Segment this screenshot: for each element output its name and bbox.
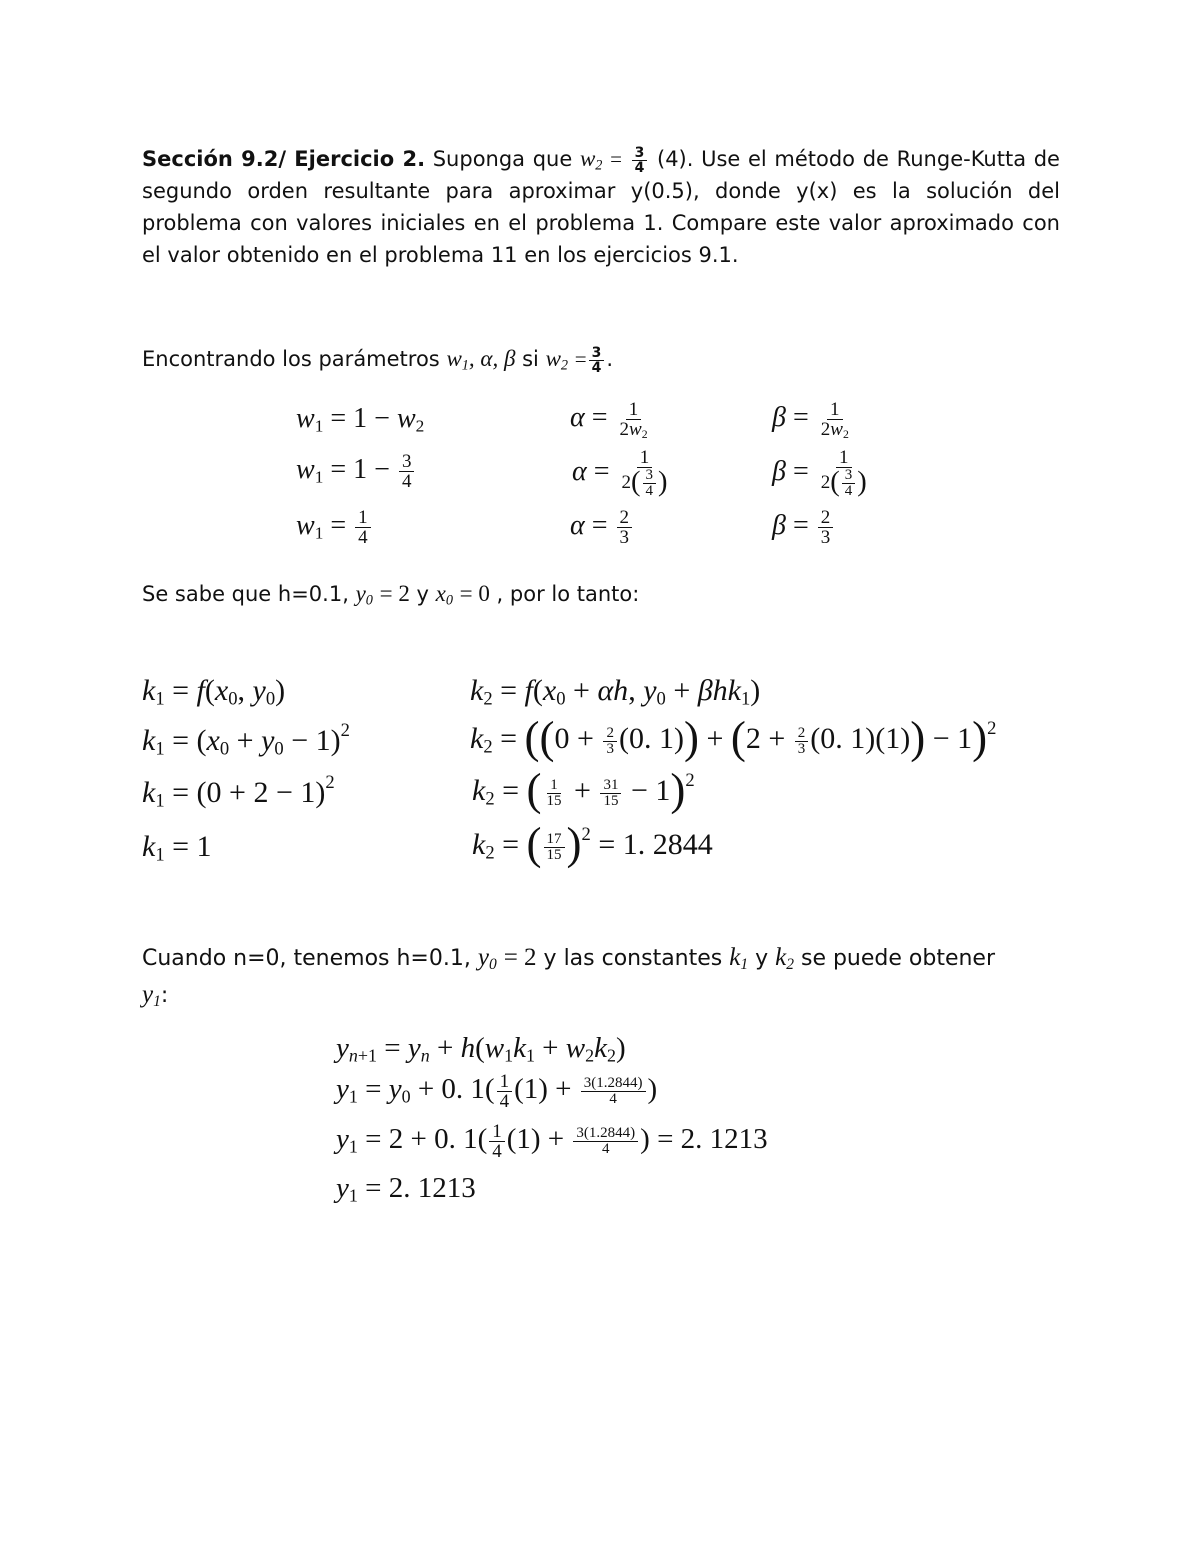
beta-eq-1: β = $\frac{1}{2w_2}$	[772, 399, 849, 441]
y1-result: 2. 1213	[388, 1172, 476, 1204]
w1-eq-2: $w_1 = 1$ − $\frac{3}{4}$	[296, 452, 416, 491]
cuando-paragraph: Cuando n=0, tenemos h=0.1, $y_0 = 2$ y las constantes $k_1$ y $k_2$ se puede obtener $y_1$:	[142, 944, 996, 1010]
y-eq-4: $y_1 = 2$. 1213	[336, 1172, 476, 1206]
alpha-eq-1: α = $\frac{1}{2w_2}$	[570, 399, 648, 441]
k2-result: 1. 2844	[622, 828, 713, 861]
alpha-eq-3: α = $\frac{2}{3}$	[570, 508, 634, 547]
k1-eq-3: $k_1 = (0 + 2 - 1)^2$	[142, 772, 335, 812]
alpha-eq-2: α = 1 2( $\frac{3}{4}$ )	[572, 447, 668, 499]
w1-eq-3: $w_1$ = $\frac{1}{4}$	[296, 508, 373, 547]
k1-eq-2: $k_1 = (x_0 + y_0 - 1)^2$	[142, 720, 350, 760]
exercise-title: Sección 9.2/ Ejercicio 2.	[142, 147, 426, 171]
w2-symbol: $w_2$	[579, 146, 603, 174]
y-eq-3: $y_1 = 2 + 0$. 1( $\frac{1}{4}$ (1) + $\frac{3(1.2844)}{4}$ ) = 2. 1213	[336, 1121, 768, 1162]
k1-eq-1: $k_1 = f(x_0$, $y_0$)	[142, 674, 286, 710]
y-eq-1: $y_{n+1} = y_n + h(w_1k_1 + w_2k_2)$	[336, 1032, 626, 1066]
beta-eq-2: β = 1 2( $\frac{3}{4}$ )	[772, 447, 867, 499]
w1-eq-1: $w_1 = 1 - w_2$	[296, 403, 425, 436]
intro-paragraph: Sección 9.2/ Ejercicio 2. Suponga que $w_2$ = $\frac{3}{4}$ (4). Use el método de Runge-Kutta de segundo orden resultante para aproximar y(0.5), donde y(x) es la solución del problema con valores iniciales en el problema 1. Compare este valor aproximado con el valor obtenido en el problema 11 en los ejercicios 9.1.	[142, 144, 1060, 267]
three-quarters-fraction: $\frac{3}{4}$	[632, 146, 648, 175]
beta-eq-3: β = $\frac{2}{3}$	[772, 508, 835, 547]
k1-eq-4: $k_1 = 1$	[142, 830, 212, 866]
k2-eq-3: $k_2$ = ( $\frac{1}{15}$ + $\frac{31}{15}$ − 1)$^2$	[472, 764, 695, 815]
k2-eq-2: $k_2 = ((0$ + $\frac{2}{3}$ (0. 1)) + (2 + $\frac{2}{3}$ (0. 1)(1)) − 1)$^2$	[470, 712, 997, 763]
y-eq-2: $y_1 = y_0 + 0$. 1( $\frac{1}{4}$ (1) + $\frac{3(1.2844)}{4}$ )	[336, 1071, 658, 1112]
given-line: Se sabe que h=0.1, $y_0 = 2$ y $x_0 = 0$ , por lo tanto:	[142, 581, 640, 609]
k2-eq-4: $k_2$ = ( $\frac{17}{15}$ )$^2$ = 1. 2844	[472, 818, 713, 869]
k2-eq-1: $k_2 = f(x_0 + \alpha h$, $y_0 + \beta hk_1$)	[470, 674, 761, 710]
parameters-heading: Encontrando los parámetros $w_1$, α, β si $w_2$ = $\frac{3}{4}$ .	[142, 344, 614, 376]
